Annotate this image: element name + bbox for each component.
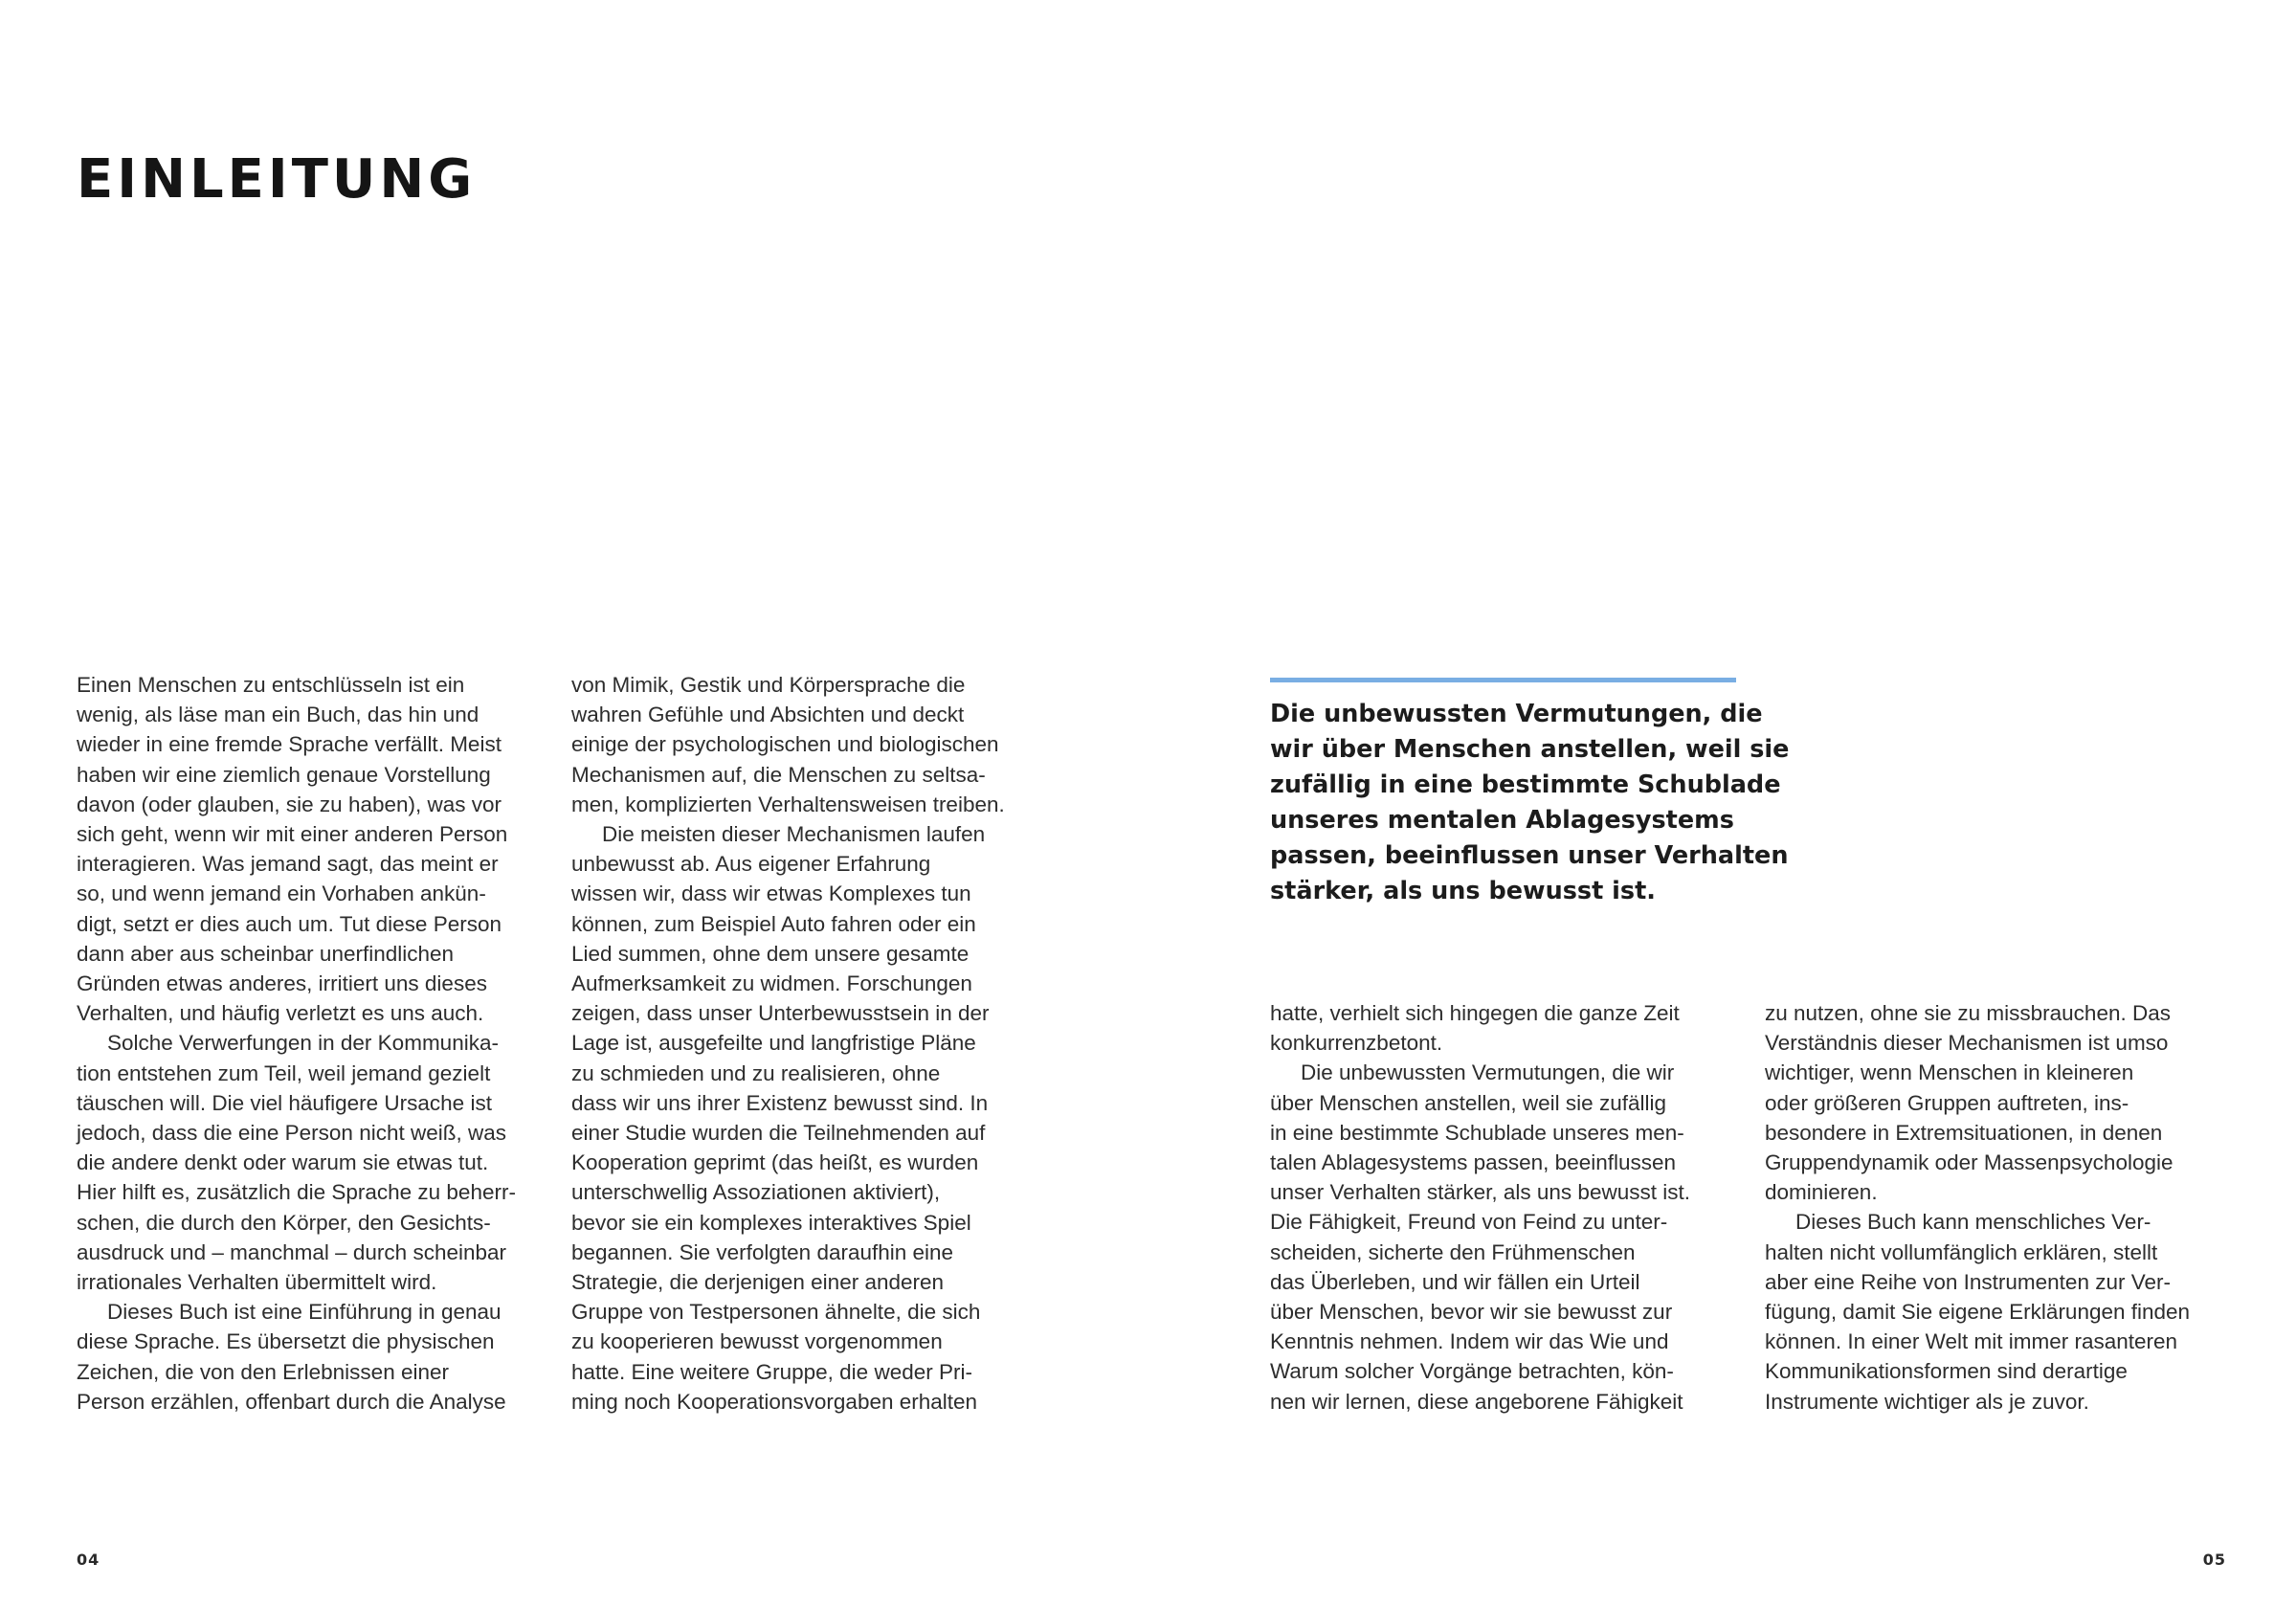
- body-text-line: bevor sie ein komplexes interaktives Spiel: [571, 1210, 971, 1235]
- body-text-line: Person erzählen, offenbart durch die Analyse: [77, 1389, 506, 1414]
- body-text-line: dann aber aus scheinbar unerfindlichen: [77, 941, 455, 966]
- body-text-line: Einen Menschen zu entschlüsseln ist ein: [77, 673, 465, 697]
- body-text-line: täuschen will. Die viel häufigere Ursache ist: [77, 1090, 492, 1115]
- body-text-line: das Überleben, und wir fällen ein Urteil: [1270, 1269, 1640, 1294]
- body-text-line: Aufmerksamkeit zu widmen. Forschungen: [571, 971, 972, 996]
- body-text-line: Lied summen, ohne dem unsere gesamte: [571, 941, 970, 966]
- body-text-line: unterschwellig Assoziationen aktiviert),: [571, 1180, 941, 1205]
- body-text-line: Warum solcher Vorgänge betrachten, kön-: [1270, 1359, 1674, 1384]
- body-text-line: über Menschen, bevor wir sie bewusst zur: [1270, 1300, 1673, 1325]
- body-text-line: wahren Gefühle und Absichten und deckt: [571, 703, 965, 727]
- body-text-line: Solche Verwerfungen in der Kommunika-: [107, 1031, 499, 1056]
- body-text-line: unbewusst ab. Aus eigener Erfahrung: [571, 852, 931, 877]
- pullquote-line: unseres mentalen Ablagesystems: [1270, 806, 1734, 835]
- body-text-line: begannen. Sie verfolgten daraufhin eine: [571, 1239, 954, 1264]
- body-text-line: diese Sprache. Es übersetzt die physischen: [77, 1329, 495, 1354]
- body-text-line: jedoch, dass die eine Person nicht weiß, was: [77, 1121, 506, 1146]
- body-column-2: [571, 670, 1040, 1417]
- body-text-line: ausdruck und – manchmal – durch scheinbar: [77, 1239, 507, 1264]
- body-text-line: irrationales Verhalten übermittelt wird.: [77, 1270, 437, 1295]
- body-text-line: ming noch Kooperationsvorgaben erhalten: [571, 1389, 978, 1414]
- body-text-line: zu kooperieren bewusst vorgenommen: [571, 1329, 943, 1354]
- pullquote-line: Die unbewussten Vermutungen, die: [1270, 700, 1763, 728]
- body-text-line: Dieses Buch kann menschliches Ver-: [1795, 1210, 2151, 1235]
- body-text-line: Instrumente wichtiger als je zuvor.: [1765, 1389, 2089, 1414]
- body-text-line: wenig, als läse man ein Buch, das hin und: [77, 703, 479, 727]
- body-text-line: fügung, damit Sie eigene Erklärungen finden: [1765, 1300, 2191, 1325]
- body-text-line: men, komplizierten Verhaltensweisen treiben.: [571, 792, 1005, 816]
- body-text-line: dass wir uns ihrer Existenz bewusst sind. In: [571, 1090, 989, 1115]
- body-text-line: tion entstehen zum Teil, weil jemand gezielt: [77, 1060, 491, 1085]
- pullquote-line: stärker, als uns bewusst ist.: [1270, 877, 1656, 905]
- body-text-line: von Mimik, Gestik und Körpersprache die: [571, 673, 966, 697]
- body-text-line: interagieren. Was jemand sagt, das meint er: [77, 852, 499, 877]
- body-text-line: Verständnis dieser Mechanismen ist umso: [1765, 1031, 2169, 1056]
- body-text-line: digt, setzt er dies auch um. Tut diese Person: [77, 911, 502, 936]
- body-text-line: Hier hilft es, zusätzlich die Sprache zu beherr-: [77, 1180, 516, 1205]
- body-text-line: davon (oder glauben, sie zu haben), was vor: [77, 792, 502, 816]
- body-text-line: einige der psychologischen und biologischen: [571, 732, 999, 757]
- body-text-line: wieder in eine fremde Sprache verfällt. Meist: [77, 732, 502, 757]
- body-text-line: hatte, verhielt sich hingegen die ganze Zeit: [1270, 1001, 1680, 1025]
- body-text-line: Gruppendynamik oder Massenpsychologie: [1765, 1150, 2173, 1175]
- body-text-line: wissen wir, dass wir etwas Komplexes tun: [571, 882, 971, 906]
- pullquote-line: wir über Menschen anstellen, weil sie: [1270, 735, 1790, 764]
- body-column-1: [77, 670, 546, 1417]
- body-text-line: über Menschen anstellen, weil sie zufällig: [1270, 1090, 1666, 1115]
- body-text-line: Gründen etwas anderes, irritiert uns dieses: [77, 971, 487, 996]
- body-text-line: besondere in Extremsituationen, in denen: [1765, 1120, 2163, 1145]
- body-text-line: Mechanismen auf, die Menschen zu seltsa-: [571, 762, 986, 787]
- body-text-line: oder größeren Gruppen auftreten, ins-: [1765, 1090, 2129, 1115]
- body-text-line: so, und wenn jemand ein Vorhaben ankün-: [77, 882, 486, 906]
- body-text-line: einer Studie wurden die Teilnehmenden auf: [571, 1121, 986, 1146]
- pullquote-line: zufällig in eine bestimmte Schublade: [1270, 770, 1781, 799]
- page-number-right: 05: [2202, 1551, 2226, 1569]
- body-text-line: Kenntnis nehmen. Indem wir das Wie und: [1270, 1329, 1669, 1354]
- body-text-line: sich geht, wenn wir mit einer anderen Person: [77, 822, 508, 847]
- body-text-line: Verhalten, und häufig verletzt es uns auch.: [77, 1001, 484, 1026]
- chapter-title: EINLEITUNG: [77, 148, 477, 211]
- body-text-line: Kommunikationsformen sind derartige: [1765, 1359, 2128, 1384]
- body-text-line: scheiden, sicherte den Frühmenschen: [1270, 1239, 1636, 1264]
- body-text-line: nen wir lernen, diese angeborene Fähigkeit: [1270, 1389, 1683, 1414]
- body-text-line: Zeichen, die von den Erlebnissen einer: [77, 1359, 449, 1384]
- body-text-line: unser Verhalten stärker, als uns bewusst ist.: [1270, 1180, 1690, 1205]
- body-text-line: zeigen, dass unser Unterbewusstsein in der: [571, 1001, 990, 1026]
- body-text-line: die andere denkt oder warum sie etwas tut.: [77, 1150, 489, 1175]
- pullquote: [1270, 697, 1790, 909]
- body-text-line: Die meisten dieser Mechanismen laufen: [602, 822, 986, 847]
- body-text-line: zu nutzen, ohne sie zu missbrauchen. Das: [1765, 1001, 2171, 1025]
- body-column-4: [1765, 998, 2234, 1417]
- body-text-line: Kooperation geprimt (das heißt, es wurden: [571, 1150, 979, 1175]
- body-text-line: Dieses Buch ist eine Einführung in genau: [107, 1300, 502, 1325]
- body-text-line: Gruppe von Testpersonen ähnelte, die sich: [571, 1300, 981, 1325]
- body-text-line: halten nicht vollumfänglich erklären, stellt: [1765, 1239, 2158, 1264]
- body-text-line: konkurrenzbetont.: [1270, 1031, 1443, 1056]
- body-text-line: zu schmieden und zu realisieren, ohne: [571, 1060, 941, 1085]
- body-text-line: Strategie, die derjenigen einer anderen: [571, 1270, 945, 1295]
- body-text-line: aber eine Reihe von Instrumenten zur Ver-: [1765, 1269, 2171, 1294]
- body-text-line: in eine bestimmte Schublade unseres men-: [1270, 1120, 1684, 1145]
- pullquote-line: passen, beeinflussen unser Verhalten: [1270, 841, 1789, 870]
- page-number-left: 04: [77, 1551, 100, 1569]
- body-text-line: Lage ist, ausgefeilte und langfristige Pläne: [571, 1031, 976, 1056]
- body-text-line: haben wir eine ziemlich genaue Vorstellung: [77, 762, 491, 787]
- body-text-line: schen, die durch den Körper, den Gesichts-: [77, 1210, 491, 1235]
- body-text-line: können, zum Beispiel Auto fahren oder ein: [571, 911, 976, 936]
- pullquote-rule: [1270, 678, 1736, 682]
- body-column-3: [1270, 998, 1739, 1417]
- body-text-line: wichtiger, wenn Menschen in kleineren: [1765, 1060, 2134, 1085]
- body-text-line: Die unbewussten Vermutungen, die wir: [1301, 1060, 1675, 1085]
- body-text-line: dominieren.: [1765, 1180, 1878, 1205]
- body-text-line: hatte. Eine weitere Gruppe, die weder Pri-: [571, 1359, 972, 1384]
- body-text-line: können. In einer Welt mit immer rasanteren: [1765, 1329, 2178, 1354]
- body-text-line: talen Ablagesystems passen, beeinflussen: [1270, 1150, 1677, 1175]
- body-text-line: Die Fähigkeit, Freund von Feind zu unter-: [1270, 1210, 1668, 1235]
